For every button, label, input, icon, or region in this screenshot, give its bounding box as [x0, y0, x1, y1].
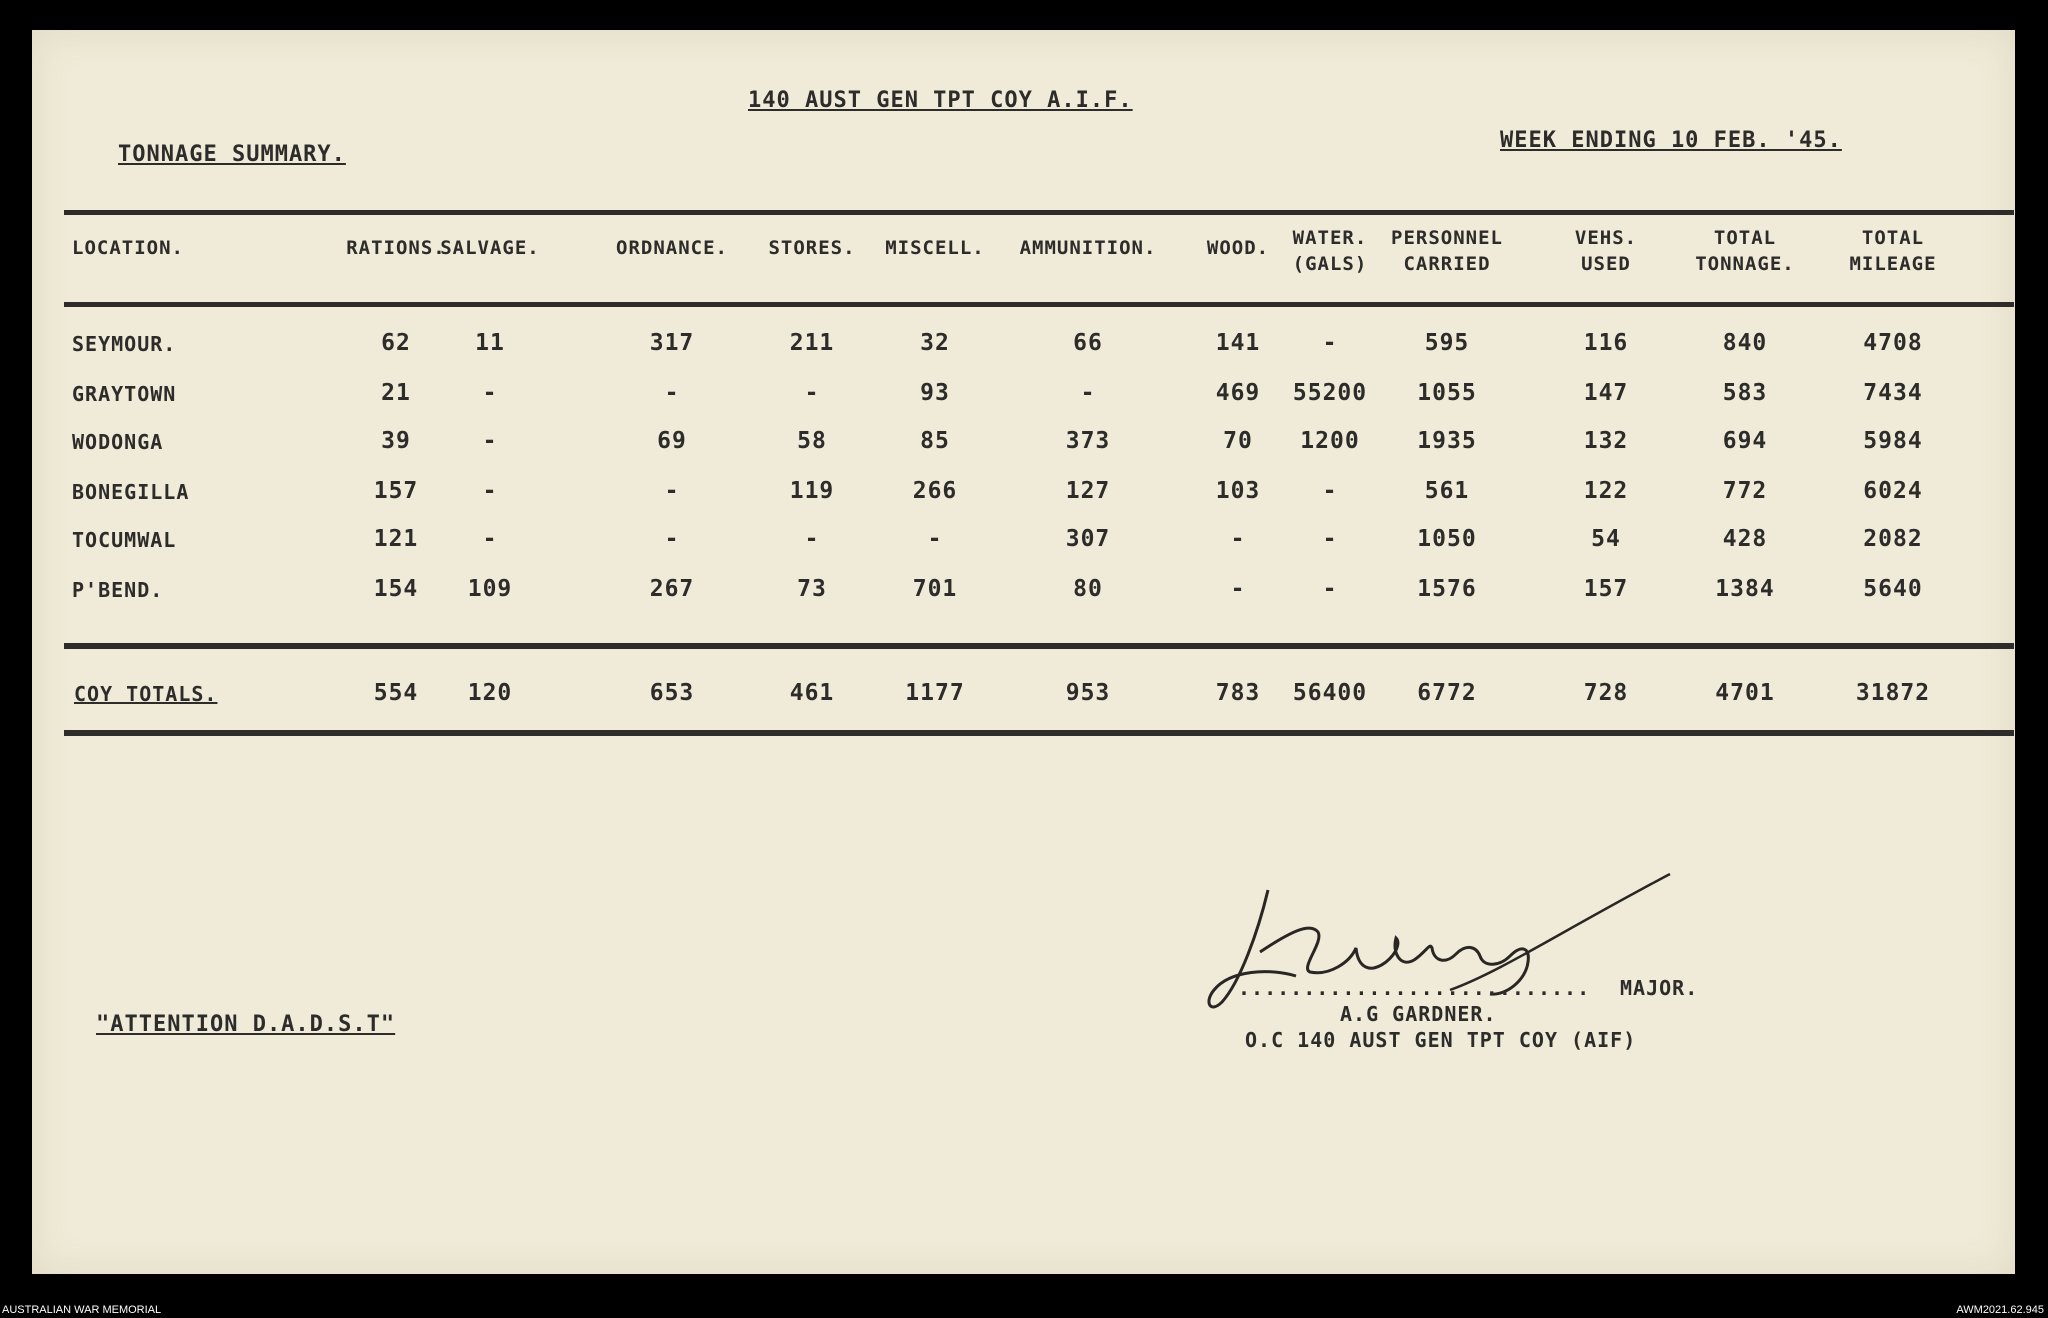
cell-salvage: 120: [467, 680, 513, 706]
cell-stores: 119: [789, 478, 835, 504]
column-header-rations: RATIONS.: [346, 237, 446, 259]
cell-total-mileage: 6024: [1863, 478, 1923, 504]
cell-wood: 70: [1223, 428, 1253, 454]
row-label: WODONGA: [72, 430, 164, 454]
unit-title: 140 AUST GEN TPT COY A.I.F.: [748, 88, 1133, 113]
document-page: [32, 30, 2015, 1274]
attention-line: "ATTENTION D.A.D.S.T": [96, 1012, 396, 1037]
cell-salvage: 109: [467, 576, 513, 602]
cell-total-mileage: 5984: [1863, 428, 1923, 454]
totals-bottom-rule: [64, 730, 2014, 736]
cell-ammunition: 80: [1073, 576, 1103, 602]
column-header-location: LOCATION.: [72, 237, 184, 259]
column-header-miscell: MISCELL.: [885, 237, 985, 259]
column-header-water: (GALS): [1292, 253, 1368, 275]
cell-stores: 461: [789, 680, 835, 706]
cell-ammunition: 953: [1065, 680, 1111, 706]
cell-ammunition: -: [1080, 380, 1096, 406]
row-label: P'BEND.: [72, 578, 164, 602]
cell-miscell: -: [927, 526, 943, 552]
cell-total-tonnage: 840: [1722, 330, 1768, 356]
cell-personnel: 1576: [1417, 576, 1477, 602]
row-label: COY TOTALS.: [74, 682, 218, 706]
cell-wood: 783: [1215, 680, 1261, 706]
signatory-name: A.G GARDNER.: [1340, 1002, 1497, 1026]
cell-water: -: [1322, 478, 1338, 504]
cell-stores: -: [804, 380, 820, 406]
cell-ordnance: 69: [657, 428, 687, 454]
column-header-salvage: SALVAGE.: [440, 237, 540, 259]
cell-salvage: 11: [475, 330, 505, 356]
cell-water: 1200: [1300, 428, 1360, 454]
column-header-total-mileage: MILEAGE: [1849, 253, 1937, 275]
cell-stores: 211: [789, 330, 835, 356]
cell-miscell: 1177: [905, 680, 965, 706]
cell-water: 56400: [1292, 680, 1368, 706]
cell-personnel: 6772: [1417, 680, 1477, 706]
cell-miscell: 85: [920, 428, 950, 454]
cell-total-mileage: 4708: [1863, 330, 1923, 356]
totals-top-rule: [64, 643, 2014, 649]
column-header-ordnance: ORDNANCE.: [616, 237, 728, 259]
row-label: TOCUMWAL: [72, 528, 177, 552]
cell-miscell: 266: [912, 478, 958, 504]
cell-salvage: -: [482, 380, 498, 406]
cell-stores: -: [804, 526, 820, 552]
cell-stores: 73: [797, 576, 827, 602]
column-header-total-mileage: TOTAL: [1861, 227, 1925, 249]
table-top-rule: [64, 210, 2014, 215]
cell-vehicles: 132: [1583, 428, 1629, 454]
cell-personnel: 1050: [1417, 526, 1477, 552]
cell-miscell: 701: [912, 576, 958, 602]
header-rule: [64, 302, 2014, 307]
cell-wood: -: [1230, 576, 1246, 602]
cell-vehicles: 122: [1583, 478, 1629, 504]
week-ending: WEEK ENDING 10 FEB. '45.: [1500, 128, 1842, 153]
cell-water: -: [1322, 526, 1338, 552]
cell-total-mileage: 7434: [1863, 380, 1923, 406]
cell-rations: 62: [381, 330, 411, 356]
column-header-ammunition: AMMUNITION.: [1019, 237, 1157, 259]
document-subject: TONNAGE SUMMARY.: [118, 142, 346, 167]
archive-reference: AWM2021.62.945: [1956, 1304, 2044, 1316]
cell-salvage: -: [482, 478, 498, 504]
cell-miscell: 32: [920, 330, 950, 356]
column-header-personnel: CARRIED: [1403, 253, 1491, 275]
column-header-total-tonnage: TONNAGE.: [1695, 253, 1795, 275]
archive-credit: AUSTRALIAN WAR MEMORIAL: [2, 1304, 162, 1316]
cell-salvage: -: [482, 526, 498, 552]
cell-miscell: 93: [920, 380, 950, 406]
row-label: BONEGILLA: [72, 480, 190, 504]
cell-wood: 103: [1215, 478, 1261, 504]
cell-total-tonnage: 583: [1722, 380, 1768, 406]
cell-personnel: 1055: [1417, 380, 1477, 406]
cell-rations: 554: [373, 680, 419, 706]
cell-total-tonnage: 428: [1722, 526, 1768, 552]
cell-total-tonnage: 1384: [1715, 576, 1775, 602]
column-header-personnel: PERSONNEL: [1391, 227, 1503, 249]
cell-wood: 469: [1215, 380, 1261, 406]
cell-wood: 141: [1215, 330, 1261, 356]
signature-dots: ...........................: [1238, 976, 1591, 1000]
cell-rations: 157: [373, 478, 419, 504]
column-header-water: WATER.: [1292, 227, 1368, 249]
cell-water: -: [1322, 330, 1338, 356]
cell-ordnance: -: [664, 380, 680, 406]
cell-total-mileage: 31872: [1855, 680, 1931, 706]
cell-total-mileage: 5640: [1863, 576, 1923, 602]
cell-ammunition: 127: [1065, 478, 1111, 504]
cell-rations: 154: [373, 576, 419, 602]
cell-personnel: 1935: [1417, 428, 1477, 454]
cell-vehicles: 147: [1583, 380, 1629, 406]
cell-ammunition: 66: [1073, 330, 1103, 356]
cell-ordnance: -: [664, 526, 680, 552]
column-header-stores: STORES.: [768, 237, 856, 259]
column-header-vehicles: VEHS.: [1574, 227, 1638, 249]
cell-vehicles: 116: [1583, 330, 1629, 356]
cell-ordnance: -: [664, 478, 680, 504]
cell-personnel: 561: [1424, 478, 1470, 504]
cell-rations: 121: [373, 526, 419, 552]
cell-rations: 21: [381, 380, 411, 406]
cell-stores: 58: [797, 428, 827, 454]
cell-rations: 39: [381, 428, 411, 454]
cell-total-mileage: 2082: [1863, 526, 1923, 552]
cell-water: 55200: [1292, 380, 1368, 406]
cell-vehicles: 157: [1583, 576, 1629, 602]
cell-total-tonnage: 772: [1722, 478, 1768, 504]
cell-water: -: [1322, 576, 1338, 602]
cell-vehicles: 54: [1591, 526, 1621, 552]
cell-ammunition: 373: [1065, 428, 1111, 454]
archive-footer: [0, 1304, 2048, 1318]
cell-ordnance: 317: [649, 330, 695, 356]
column-header-total-tonnage: TOTAL: [1713, 227, 1777, 249]
column-header-wood: WOOD.: [1206, 237, 1270, 259]
cell-ammunition: 307: [1065, 526, 1111, 552]
signatory-rank: MAJOR.: [1620, 976, 1699, 1000]
cell-total-tonnage: 4701: [1715, 680, 1775, 706]
row-label: SEYMOUR.: [72, 332, 177, 356]
row-label: GRAYTOWN: [72, 382, 177, 406]
cell-ordnance: 267: [649, 576, 695, 602]
cell-total-tonnage: 694: [1722, 428, 1768, 454]
cell-personnel: 595: [1424, 330, 1470, 356]
signatory-position: O.C 140 AUST GEN TPT COY (AIF): [1245, 1028, 1637, 1052]
column-header-vehicles: USED: [1581, 253, 1631, 275]
cell-salvage: -: [482, 428, 498, 454]
cell-wood: -: [1230, 526, 1246, 552]
cell-vehicles: 728: [1583, 680, 1629, 706]
cell-ordnance: 653: [649, 680, 695, 706]
